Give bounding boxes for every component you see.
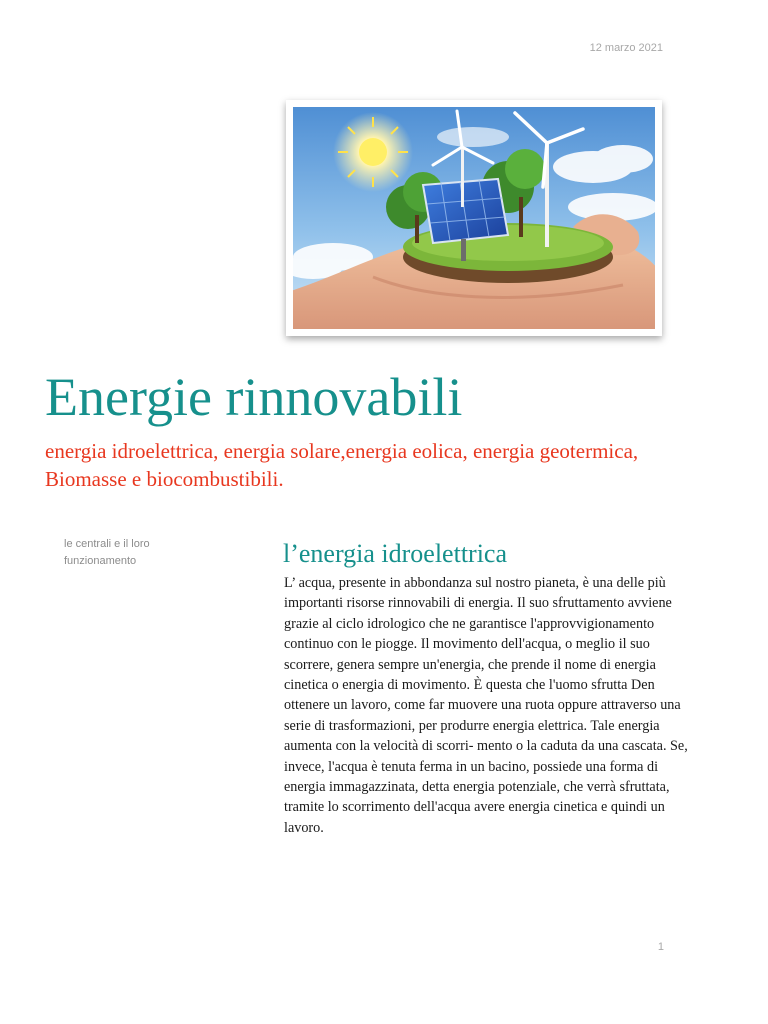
- page-subtitle: energia idroelettrica, energia solare,energia eolica, energia geotermica, Biomasse e biocombustibili.: [45, 439, 639, 491]
- section-body-text: L’ acqua, presente in abbondanza sul nostro pianeta, è una delle più importanti risorse rinnovabili di energia. Il suo sfruttamento avviene grazie al ciclo idrologico che ne garantisce l'approvvigionamento continuo con le piogge. Il movimento dell'acqua, o meglio il suo scorrere, genera sempre un'energia, che prende il nome di energia cinetica o energia di movimento. È questa che l'uomo sfrutta Den ottenere un lavoro, come far muovere una ruota oppure attraverso una serie di trasformazioni, per produrre energia elettrica. Tale energia aumenta con la velocità di scorri- mento o la caduta da una cascata. Se, invece, l'acqua è tenuta ferma in un bacino, possiede una forma di energia immagazzinata, detta energia potenziale, che verrà sfruttata, tramite lo scorrimento dell'acqua avere energia cinetica e quindi un lavoro.: [284, 575, 688, 836]
- document-date: 12 marzo 2021: [589, 42, 663, 54]
- hand-with-green-island-image: [293, 107, 655, 329]
- section-heading: l’energia idroelettrica: [283, 539, 508, 568]
- renewable-energy-illustration: [286, 100, 662, 336]
- sidebar-note: le centrali e il loro funzionamento: [64, 538, 150, 567]
- page-number: 1: [657, 941, 664, 953]
- page-title: Energie rinnovabili: [45, 367, 463, 427]
